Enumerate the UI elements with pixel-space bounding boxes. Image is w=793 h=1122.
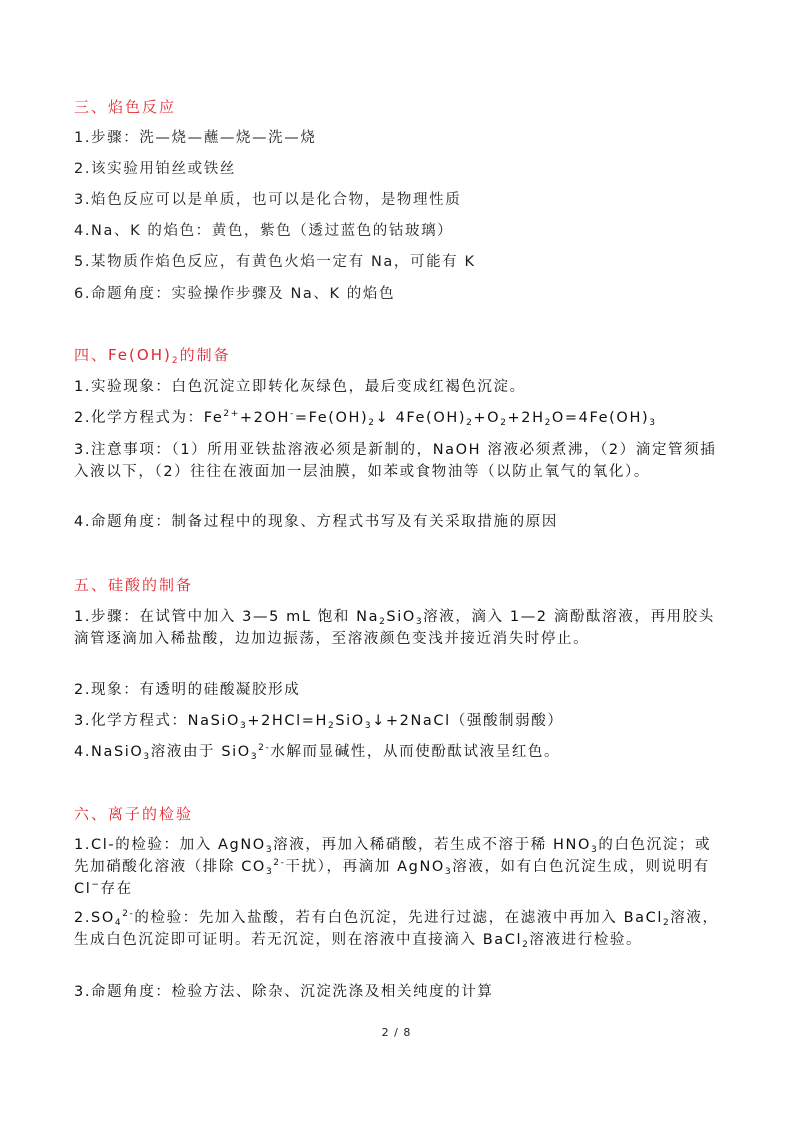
ion-test-item-2: $2.SO_4^{2-}$的检验：先加入盐酸，若有白色沉淀，先进行过滤，在滤液中再加入 BaCl$_2$溶液，生成白色沉淀即可证明。若无沉淀，则在溶液中直接滴入 BaCl$_2$溶液进行检验。 xyxy=(74,909,719,950)
fe-oh2-item-4: 4.命题角度：制备过程中的现象、方程式书写及有关采取措施的原因 xyxy=(74,514,558,530)
ion-test-item-1: 1.Cl-的检验：加入 AgNO$_3$溶液，再加入稀硝酸，若生成不溶于稀 $HNO_3$的白色沉淀；或先加硝酸化溶液（排除 $CO_3^{2-}$干扰），再滴加 AgNO$_3$溶液，如有白色沉淀生成，则说明有 Cl−存在 xyxy=(74,837,712,897)
ion-test-item-3: 3.命题角度：检验方法、除杂、沉淀洗涤及相关纯度的计算 xyxy=(74,984,494,1000)
section-title-flame-test: 三、焰色反应 xyxy=(74,98,177,116)
flame-test-item-2: 2.该实验用铂丝或铁丝 xyxy=(74,161,236,177)
fe-oh2-item-1: 1.实验现象：白色沉淀立即转化灰绿色，最后变成红褐色沉淀。 xyxy=(74,379,526,395)
flame-test-item-1: 1.步骤：洗—烧—蘸—烧—洗—烧 xyxy=(74,130,317,146)
page-number: 2 / 8 xyxy=(381,1026,412,1039)
silicic-acid-item-2: 2.现象：有透明的硅酸凝胶形成 xyxy=(74,682,301,698)
section-title-ion-test: 六、离子的检验 xyxy=(74,805,194,823)
flame-test-item-6: 6.命题角度：实验操作步骤及 Na、K 的焰色 xyxy=(74,286,396,302)
flame-test-item-3: 3.焰色反应可以是单质，也可以是化合物，是物理性质 xyxy=(74,192,462,208)
flame-test-item-5: 5.某物质作焰色反应，有黄色火焰一定有 Na，可能有 K xyxy=(74,254,476,270)
section-title-fe-oh2: 四、$Fe(OH)_2$的制备 xyxy=(74,346,231,366)
flame-test-item-4: 4.Na、K 的焰色：黄色，紫色（透过蓝色的钴玻璃） xyxy=(74,223,454,239)
fe-oh2-item-3: 3.注意事项：（1）所用亚铁盐溶液必须是新制的，NaOH 溶液必须煮沸，（2）滴定管须插入液以下，（2）往往在液面加一层油膜，如苯或食物油等（以防止氧气的氧化）。 xyxy=(74,442,717,480)
silicic-acid-item-4: 4.NaSiO$_3$溶液由于 SiO$_3^{2-}$水解而显碱性，从而使酚酞试液呈红色。 xyxy=(74,743,561,762)
section-title-silicic-acid: 五、硅酸的制备 xyxy=(74,576,194,594)
fe-oh2-item-2: 2.化学方程式为：$Fe^{2+}+2OH^-=Fe(OH)_2↓$ $4Fe(OH)_2+O_2+2H_2O=4Fe(OH)_3$ xyxy=(74,409,657,428)
silicic-acid-item-3: 3.化学方程式：$NaSiO_3+2HCl=H_2SiO_3↓+2NaCl$（强酸制弱酸） xyxy=(74,713,564,731)
silicic-acid-item-1: 1.步骤：在试管中加入 3—5 mL 饱和 $Na_2SiO_3$溶液，滴入 1—2 滴酚酞溶液，再用胶头滴管逐滴加入稀盐酸，边加边振荡，至溶液颜色变浅并接近消失时停止。 xyxy=(74,609,715,647)
